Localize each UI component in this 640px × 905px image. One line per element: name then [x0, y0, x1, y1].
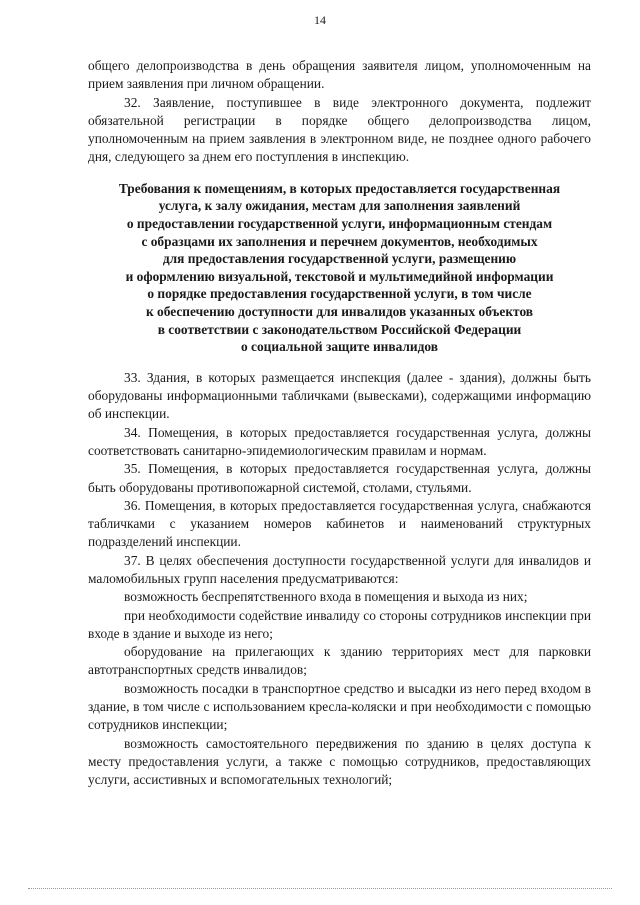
page-number: 14 — [314, 13, 326, 27]
heading-line: для предоставления государственной услуги, размещению — [162, 251, 517, 267]
heading-line: в соответствии с законодательством Российской Федерации — [157, 321, 522, 337]
paragraph-37: 37. В целях обеспечения доступности государственной услуги для инвалидов и маломобильных групп населения предусматриваются: — [88, 552, 591, 586]
list-item: оборудование на прилегающих к зданию территориях мест для парковки автотранспортных средств инвалидов; — [88, 644, 591, 678]
list-item: возможность беспрепятственного входа в помещения и выхода из них; — [124, 589, 528, 605]
heading-line: о предоставлении государственной услуги, информационным стендам — [126, 215, 553, 231]
paragraph-36: 36. Помещения, в которых предоставляется государственная услуга, снабжаются табличками с указанием номеров кабинетов и наименований структурных подразделений инспекции. — [88, 497, 591, 550]
list-item: возможность самостоятельного передвижения по зданию в целях доступа к месту предоставления услуги, а также с помощью сотрудников, предоставляющих услуги, ассистивных и вспомогательных технологий; — [88, 735, 591, 788]
heading-line: с образцами их заполнения и перечнем документов, необходимых — [141, 233, 538, 249]
heading-line: и оформлению визуальной, текстовой и мультимедийной информации — [125, 268, 554, 284]
heading-line: о социальной защите инвалидов — [240, 339, 439, 355]
heading-line: о порядке предоставления государственной услуги, в том числе — [147, 286, 532, 302]
section-heading — [88, 180, 591, 356]
heading-line: Требования к помещениям, в которых предоставляется государственная — [118, 180, 561, 196]
list-item: при необходимости содействие инвалиду со стороны сотрудников инспекции при входе в здание и выходе из него; — [88, 607, 591, 641]
document-body — [88, 57, 591, 790]
paragraph-35: 35. Помещения, в которых предоставляется государственная услуга, должны быть оборудованы противопожарной системой, столами, стульями. — [88, 461, 591, 495]
paragraph-33: 33. Здания, в которых размещается инспекция (далее - здания), должны быть оборудованы информационными табличками (вывесками), содержащими информацию об инспекции. — [88, 369, 591, 422]
heading-line: к обеспечению доступности для инвалидов указанных объектов — [145, 303, 534, 319]
heading-line: услуга, к залу ожидания, местам для заполнения заявлений — [158, 198, 521, 214]
paragraph-continuation: общего делопроизводства в день обращения заявителя лицом, уполномоченным на прием заявления при личном обращении. — [88, 58, 591, 92]
paragraph-32: 32. Заявление, поступившее в виде электронного документа, подлежит обязательной регистрации в порядке общего делопроизводства лицом, уполномоченным на прием заявления в электронном виде, не позднее одного рабочего дня, следующего за днем его поступления в инспекцию. — [88, 94, 591, 165]
list-item: возможность посадки в транспортное средство и высадки из него перед входом в здание, в том числе с использованием кресла-коляски и при необходимости с помощью сотрудников инспекции; — [88, 680, 591, 733]
paragraph-34: 34. Помещения, в которых предоставляется государственная услуга, должны соответствовать санитарно-эпидемиологическим правилам и нормам. — [88, 424, 591, 458]
footer-divider — [28, 888, 612, 889]
